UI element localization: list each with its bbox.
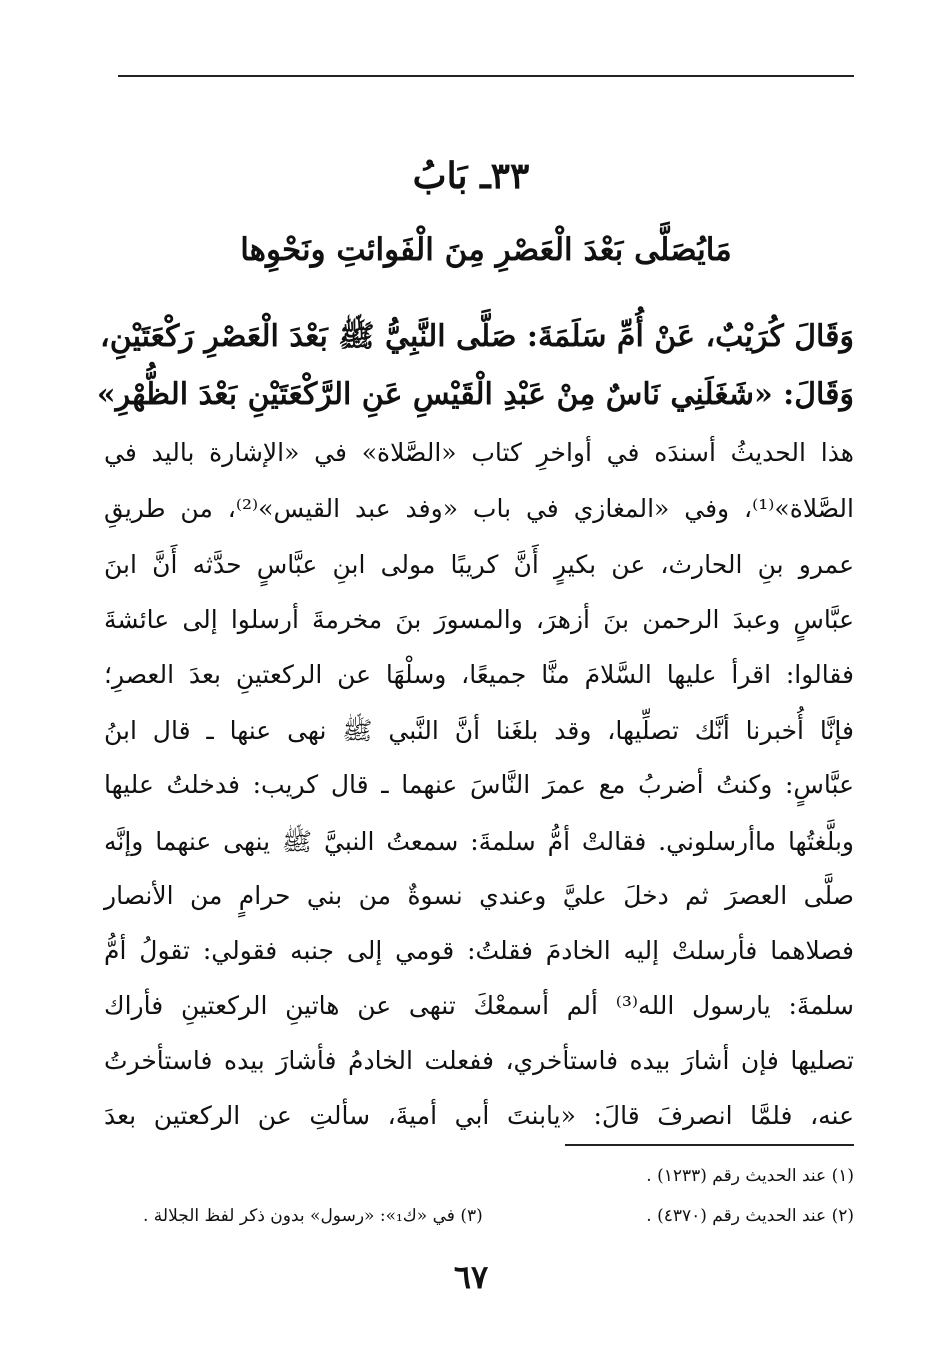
body-line: فصلاهما فأرسلتْ إليه الخادمَ فقلتُ: قومي إلى جنبه فقولي: تقولُ أمُّ: [104, 936, 854, 965]
lead-text-line: وَقَالَ كُرَيْبٌ، عَنْ أُمِّ سَلَمَةَ: صَلَّى النَّبِيُّ ﷺ بَعْدَ الْعَصْرِ رَكْعَتَيْنِ،: [100, 319, 854, 354]
body-line: عنه، فلمَّا انصرفَ قالَ: «يابنتَ أبي أميةَ، سألتِ عن الركعتين بعدَ: [104, 1101, 854, 1130]
page-number: ٦٧: [453, 1258, 489, 1296]
footnote-2: (٢) عند الحديث رقم (٤٣٧٠) .: [646, 1206, 854, 1226]
top-rule: [118, 75, 854, 77]
body-line: فقالوا: اقرأ عليها السَّلامَ منَّا جميعًا، وسلْهَا عن الركعتينِ بعدَ العصرِ؛: [104, 660, 854, 689]
body-line: وبلَّغتُها ماأرسلوني. فقالتْ أمُّ سلمةَ: سمعتُ النبيَّ ﷺ ينهى عنهما وإنَّه: [104, 827, 854, 856]
footnote-rule: [565, 1144, 854, 1146]
footnote-3: (٣) في «ك₁»: «رسول» بدون ذكر لفظ الجلالة .: [143, 1206, 483, 1226]
body-line: الصَّلاة»⁽¹⁾، وفي «المغازي في باب «وفد عبد القيس»⁽²⁾، من طريقِ: [104, 494, 854, 523]
chapter-subtitle: مَايُصَلَّى بَعْدَ الْعَصْرِ مِنَ الْفَوائتِ ونَحْوِها: [240, 232, 732, 268]
body-line: سلمةَ: يارسول الله⁽³⁾ ألم أسمعْكَ تنهى عن هاتينِ الركعتينِ فأراك: [104, 991, 854, 1020]
body-line: فإنَّا أُخبرنا أنَّك تصلِّيها، وقد بلغَنا أنَّ النَّبي ﷺ نهى عنها ـ قال ابنُ: [104, 716, 854, 745]
body-line: هذا الحديثُ أسندَه في أواخرِ كتاب «الصَّلاة» في «الإشارة باليد في: [104, 438, 854, 467]
footnote-1: (١) عند الحديث رقم (١٢٣٣) .: [646, 1166, 854, 1186]
chapter-heading: ٣٣ـ بَابُ: [412, 155, 530, 197]
body-line: عبَّاسٍ وعبدَ الرحمن بنَ أزهرَ، والمسورَ بنَ مخرمةَ أرسلوا إلى عائشةَ: [104, 605, 854, 634]
body-line: تصليها فإن أشارَ بيده فاستأخري، ففعلت الخادمُ فأشارَ بيده فاستأخرتُ: [104, 1046, 854, 1075]
body-line: عبَّاسٍ: وكنتُ أضربُ مع عمرَ النَّاسَ عنهما ـ قال كريب: فدخلتُ عليها: [104, 770, 854, 799]
body-line: عمرو بنِ الحارث، عن بكيرٍ أَنَّ كريبًا مولى ابنِ عبَّاسٍ حدَّثه أَنَّ ابنَ: [104, 550, 854, 579]
lead-text-line: وَقَالَ: «شَغَلَنِي نَاسٌ مِنْ عَبْدِ الْقَيْسِ عَنِ الرَّكْعَتَيْنِ بَعْدَ الظُّهْرِ»: [96, 377, 854, 412]
body-line: صلَّى العصرَ ثم دخلَ عليَّ وعندي نسوةٌ من بني حرامٍ من الأنصار: [104, 881, 854, 910]
